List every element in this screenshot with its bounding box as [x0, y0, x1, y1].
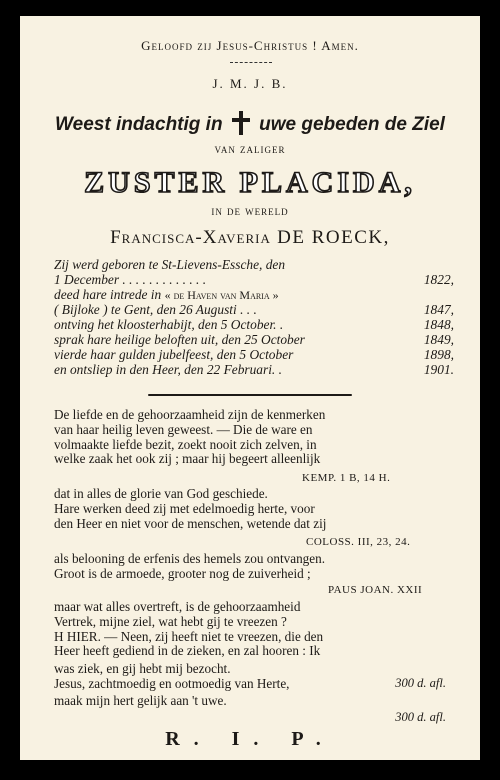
reference-2: COLOSS. III, 23, 24.: [306, 536, 411, 548]
bio-line-8: en ontsliep in den Heer, den 22 Februari. . 1901.: [54, 362, 454, 377]
paragraph-1: De liefde en de gehoorzaamheid zijn de kenmerken van haar heilig leven geweest. — Die de ware en volmaakte liefde bezit, zoekt nooit zich zelven, in welke zaak het ook zij ; maar hij begeert alleenlijk: [54, 407, 326, 467]
monogram: J. M. J. B.: [212, 76, 288, 91]
in-de-wereld: in de wereld: [211, 204, 289, 218]
memorial-card: [20, 16, 480, 760]
remembrance-right: uwe gebeden de Ziel: [259, 114, 445, 135]
reference-1: KEMP. 1 B, 14 H.: [302, 472, 391, 484]
paragraph-5: was ziek, en gij hebt mij bezocht. Jesus, zachtmoedig en ootmoedig van Herte,: [54, 661, 290, 691]
indulgence-2: 300 d. afl.: [395, 710, 446, 724]
indulgence-1: 300 d. afl.: [395, 676, 446, 690]
bio-line-2: 1 December . . . . . . . . . . . . . 1822,: [54, 272, 454, 287]
paragraph-3: als belooning de erfenis des hemels zou ontvangen. Groot is de armoede, grooter nog de zuiverheid ;: [54, 551, 326, 581]
remembrance-line: [20, 111, 480, 141]
worldly-surname: DE ROECK,: [277, 227, 390, 248]
bio-line-3: deed hare intrede in « de Haven van Maria »: [54, 287, 279, 302]
remembrance-left: Weest indachtig in: [55, 114, 223, 135]
bio-line-4: ( Bijloke ) te Gent, den 26 Augusti . . . 1847,: [54, 302, 454, 317]
bio-line-5: ontving het kloosterhabijt, den 5 October. . 1848,: [54, 317, 454, 332]
worldly-first-names: Francisca-Xaveria: [110, 227, 271, 248]
bio-line-7: vierde haar gulden jubelfeest, den 5 October 1898,: [54, 347, 454, 362]
bio-line-1: Zij werd geboren te St-Lievens-Essche, den: [54, 257, 286, 272]
rip: R. I. P.: [165, 728, 335, 750]
dashed-divider: [230, 62, 272, 63]
paragraph-4: maar wat alles overtreft, is de gehoorzaamheid Vertrek, mijne ziel, wat hebt gij te vreezen ? H HIER. — Neen, zij heeft niet te vreezen, die den Heer heeft gediend in de zieken, en zal hooren : Ik: [54, 599, 324, 659]
cross-icon: [232, 111, 250, 141]
paragraph-6: maak mijn hert gelijk aan 't uwe.: [54, 693, 227, 708]
worldly-name: [20, 227, 480, 249]
header-motto: Geloofd zij Jesus-Christus ! Amen.: [141, 38, 359, 53]
ornamental-divider: [148, 394, 352, 396]
paragraph-2: dat in alles de glorie van God geschiede. Hare werken deed zij met edelmoedig herte, voor den Heer en niet voor de menschen, wetende dat zij: [54, 486, 327, 531]
bio-line-6: sprak hare heilige beloften uit, den 25 October 1849,: [54, 332, 454, 347]
van-zaliger: van zaliger: [214, 142, 286, 156]
reference-3: PAUS JOAN. XXII: [328, 584, 423, 596]
name-title: ZUSTER PLACIDA,: [84, 166, 416, 199]
